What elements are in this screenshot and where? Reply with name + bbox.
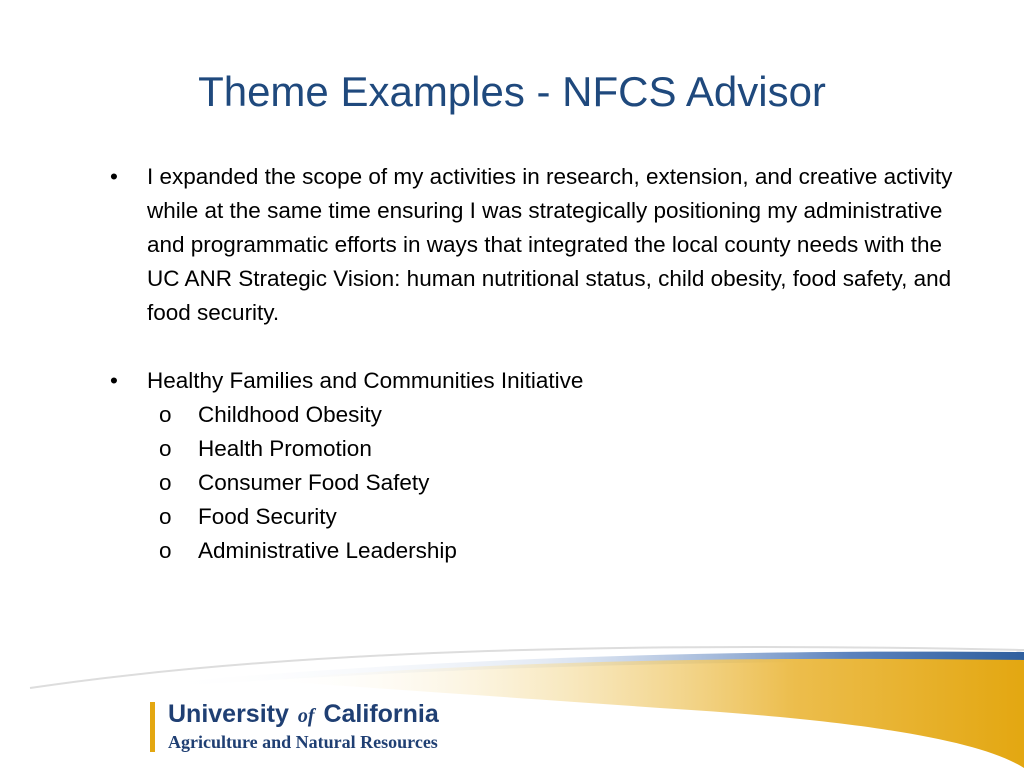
bullet-text: Healthy Families and Communities Initiative — [147, 368, 584, 393]
slide-content — [110, 160, 970, 568]
sub-bullet-text: Consumer Food Safety — [198, 470, 430, 495]
logo-agriculture-natural-resources: Agriculture and Natural Resources — [168, 732, 438, 752]
sub-bullet-text: Food Security — [198, 504, 337, 529]
logo-university-of-california — [168, 700, 439, 730]
sub-bullet-list — [110, 398, 970, 568]
bullet-dot: • — [110, 164, 118, 189]
sub-bullet-circle: o — [159, 402, 172, 427]
sub-bullet-item — [110, 432, 970, 466]
bullet-item — [110, 160, 970, 330]
logo-word-of: of — [297, 705, 315, 727]
sub-bullet-item — [110, 534, 970, 568]
sub-bullet-text: Health Promotion — [198, 436, 372, 461]
sub-bullet-text: Administrative Leadership — [198, 538, 457, 563]
slide-title: Theme Examples - NFCS Advisor — [198, 68, 826, 115]
sub-bullet-item — [110, 500, 970, 534]
sub-bullet-item — [110, 398, 970, 432]
sub-bullet-circle: o — [159, 504, 172, 529]
logo-word-university: University — [168, 700, 289, 728]
sub-bullet-text: Childhood Obesity — [198, 402, 382, 427]
sub-bullet-circle: o — [159, 470, 172, 495]
bullet-item — [110, 364, 970, 398]
bullet-dot: • — [110, 368, 118, 393]
bullet-text: I expanded the scope of my activities in research, extension, and creative activity while at the same time ensuring I was strategically positioning my administrative and programmatic efforts in ways that integrated the local county needs with the UC ANR Strategic Vision: human nutritional status, child obesity, food safety, and food security. — [147, 164, 953, 325]
logo-gold-bar — [150, 702, 155, 752]
sub-bullet-item — [110, 466, 970, 500]
sub-bullet-circle: o — [159, 538, 172, 563]
sub-bullet-circle: o — [159, 436, 172, 461]
logo-word-california: California — [323, 700, 439, 728]
